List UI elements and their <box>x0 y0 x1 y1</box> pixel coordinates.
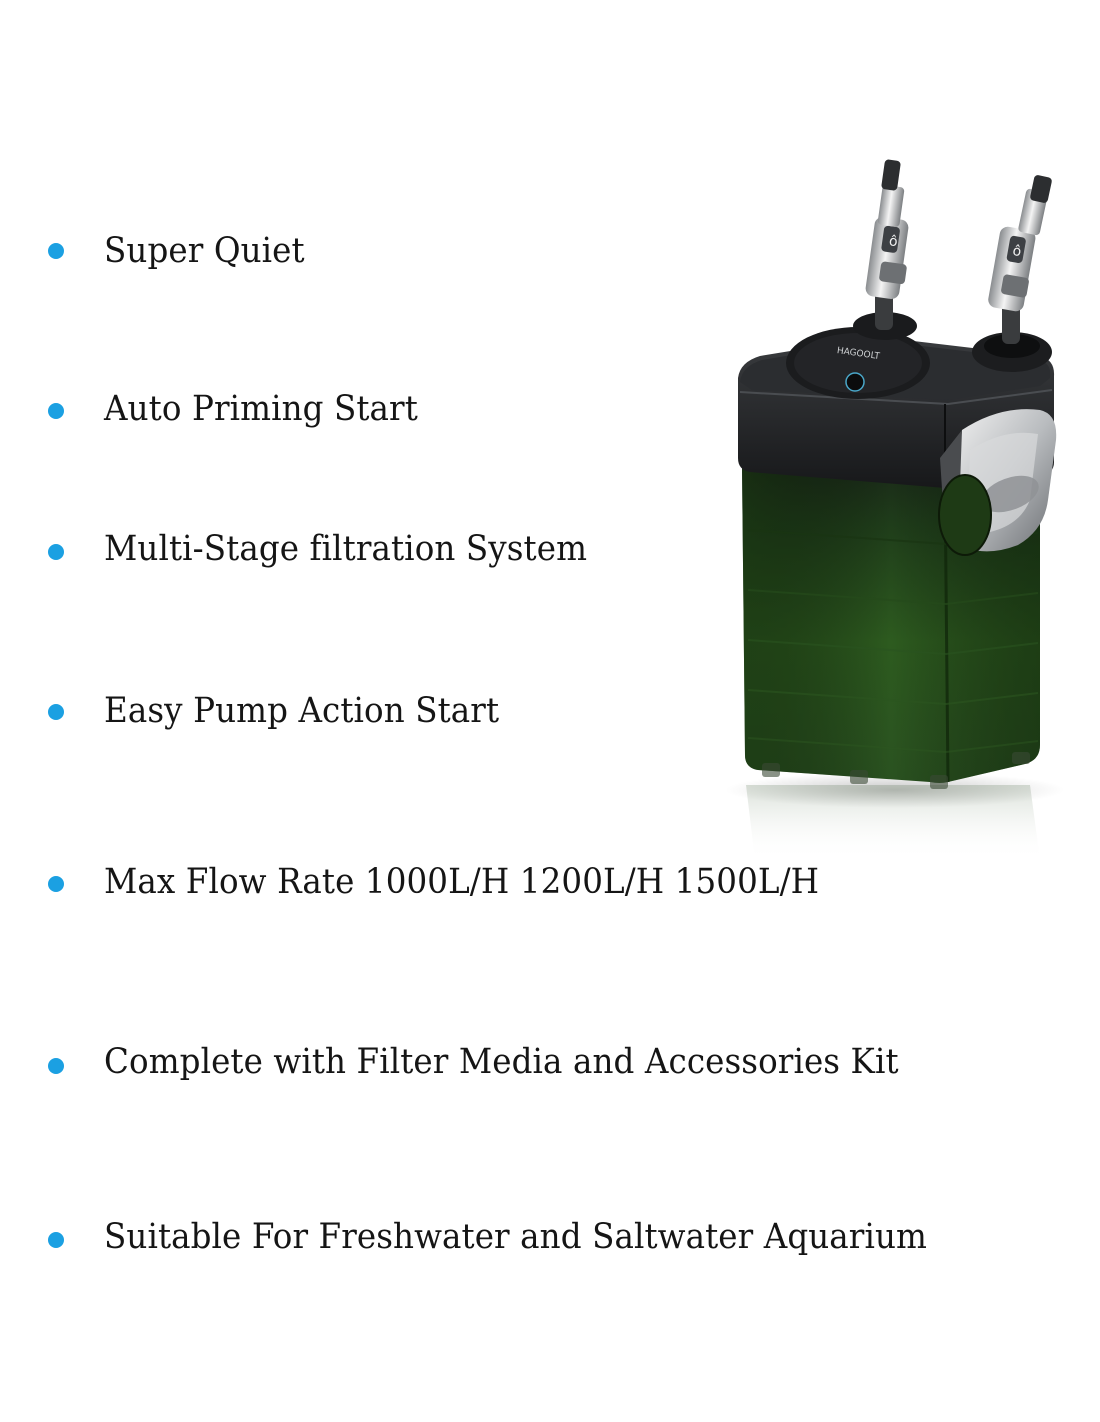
bullet-icon <box>48 403 64 419</box>
bullet-icon <box>48 243 64 259</box>
feature-text: Complete with Filter Media and Accessories Kit <box>104 1042 899 1082</box>
bullet-icon <box>48 1232 64 1248</box>
svg-text:ô: ô <box>1011 242 1023 261</box>
feature-text: Easy Pump Action Start <box>104 691 500 731</box>
feature-text: Multi-Stage filtration System <box>104 529 588 569</box>
svg-text:ô: ô <box>887 233 899 251</box>
feature-text: Super Quiet <box>104 231 305 271</box>
feature-text: Suitable For Freshwater and Saltwater Aquarium <box>104 1217 927 1257</box>
bullet-icon <box>48 876 64 892</box>
feature-text: Max Flow Rate 1000L/H 1200L/H 1500L/H <box>104 862 820 902</box>
brand-logo-text: HAGOOLT <box>836 346 881 362</box>
canister-filter-image <box>700 150 1100 870</box>
feature-text: Auto Priming Start <box>104 389 418 429</box>
bullet-icon <box>48 704 64 720</box>
bullet-icon <box>48 1058 64 1074</box>
bullet-icon <box>48 544 64 560</box>
